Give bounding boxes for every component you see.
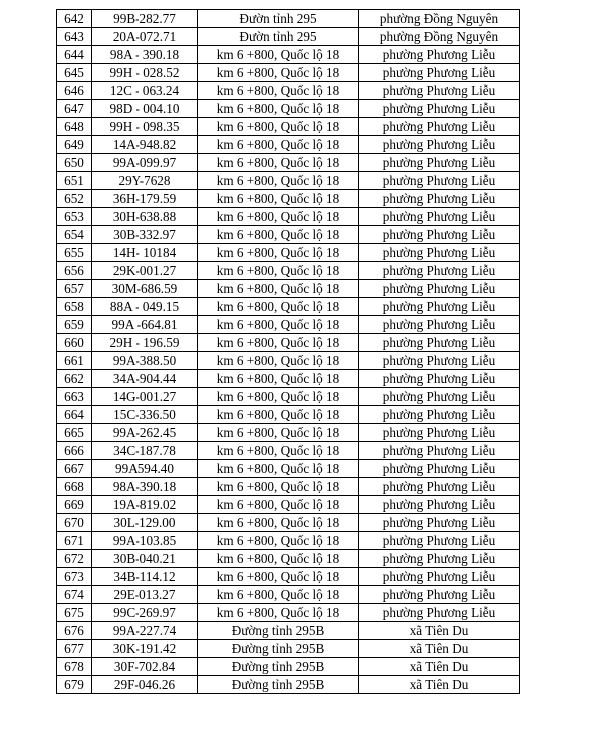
license-plate-cell: 34C-187.78 [92, 442, 198, 460]
ward-cell: phường Phương Liễu [359, 370, 520, 388]
license-plate-cell: 99B-282.77 [92, 10, 198, 28]
license-plate-cell: 29H - 196.59 [92, 334, 198, 352]
ward-cell: phường Phương Liễu [359, 532, 520, 550]
license-plate-cell: 99H - 028.52 [92, 64, 198, 82]
ward-cell: phường Phương Liễu [359, 226, 520, 244]
row-number-cell: 656 [57, 262, 92, 280]
location-cell: km 6 +800, Quốc lộ 18 [198, 82, 359, 100]
license-plate-cell: 98A - 390.18 [92, 46, 198, 64]
location-cell: Đường tỉnh 295B [198, 658, 359, 676]
ward-cell: phường Phương Liễu [359, 334, 520, 352]
row-number-cell: 677 [57, 640, 92, 658]
location-cell: km 6 +800, Quốc lộ 18 [198, 208, 359, 226]
license-plate-cell: 30K-191.42 [92, 640, 198, 658]
license-plate-cell: 30L-129.00 [92, 514, 198, 532]
row-number-cell: 643 [57, 28, 92, 46]
ward-cell: phường Phương Liễu [359, 100, 520, 118]
license-plate-cell: 99A-388.50 [92, 352, 198, 370]
ward-cell: phường Phương Liễu [359, 550, 520, 568]
ward-cell: phường Phương Liễu [359, 118, 520, 136]
table-row [57, 532, 520, 550]
table-row [57, 550, 520, 568]
row-number-cell: 645 [57, 64, 92, 82]
license-plate-cell: 14H- 10184 [92, 244, 198, 262]
ward-cell: xã Tiên Du [359, 658, 520, 676]
license-plate-cell: 99H - 098.35 [92, 118, 198, 136]
table-row [57, 442, 520, 460]
location-cell: Đườn tỉnh 295 [198, 28, 359, 46]
location-cell: km 6 +800, Quốc lộ 18 [198, 334, 359, 352]
row-number-cell: 651 [57, 172, 92, 190]
ward-cell: phường Phương Liễu [359, 352, 520, 370]
location-cell: km 6 +800, Quốc lộ 18 [198, 406, 359, 424]
row-number-cell: 654 [57, 226, 92, 244]
ward-cell: phường Phương Liễu [359, 154, 520, 172]
table-row [57, 100, 520, 118]
license-plate-cell: 29E-013.27 [92, 586, 198, 604]
ward-cell: phường Phương Liễu [359, 442, 520, 460]
ward-cell: phường Đồng Nguyên [359, 10, 520, 28]
license-plate-cell: 30F-702.84 [92, 658, 198, 676]
location-cell: km 6 +800, Quốc lộ 18 [198, 226, 359, 244]
row-number-cell: 652 [57, 190, 92, 208]
ward-cell: phường Phương Liễu [359, 262, 520, 280]
row-number-cell: 658 [57, 298, 92, 316]
ward-cell: xã Tiên Du [359, 676, 520, 694]
location-cell: km 6 +800, Quốc lộ 18 [198, 568, 359, 586]
table-row [57, 514, 520, 532]
table-row [57, 10, 520, 28]
row-number-cell: 644 [57, 46, 92, 64]
row-number-cell: 646 [57, 82, 92, 100]
location-cell: km 6 +800, Quốc lộ 18 [198, 172, 359, 190]
ward-cell: phường Phương Liễu [359, 406, 520, 424]
table-row [57, 424, 520, 442]
location-cell: km 6 +800, Quốc lộ 18 [198, 388, 359, 406]
row-number-cell: 665 [57, 424, 92, 442]
ward-cell: phường Phương Liễu [359, 424, 520, 442]
license-plate-cell: 99A -664.81 [92, 316, 198, 334]
table-row [57, 64, 520, 82]
row-number-cell: 678 [57, 658, 92, 676]
license-plate-cell: 34B-114.12 [92, 568, 198, 586]
violations-table [56, 9, 520, 694]
row-number-cell: 666 [57, 442, 92, 460]
table-row [57, 388, 520, 406]
row-number-cell: 659 [57, 316, 92, 334]
table-row [57, 370, 520, 388]
license-plate-cell: 30B-040.21 [92, 550, 198, 568]
table-row [57, 586, 520, 604]
table-row [57, 568, 520, 586]
license-plate-cell: 99C-269.97 [92, 604, 198, 622]
license-plate-cell: 99A-099.97 [92, 154, 198, 172]
location-cell: km 6 +800, Quốc lộ 18 [198, 262, 359, 280]
table-row [57, 208, 520, 226]
table-row [57, 46, 520, 64]
location-cell: km 6 +800, Quốc lộ 18 [198, 280, 359, 298]
license-plate-cell: 99A594.40 [92, 460, 198, 478]
license-plate-cell: 36H-179.59 [92, 190, 198, 208]
ward-cell: phường Phương Liễu [359, 172, 520, 190]
table-row [57, 496, 520, 514]
license-plate-cell: 14G-001.27 [92, 388, 198, 406]
location-cell: Đường tỉnh 295B [198, 622, 359, 640]
row-number-cell: 653 [57, 208, 92, 226]
license-plate-cell: 99A-262.45 [92, 424, 198, 442]
ward-cell: phường Phương Liễu [359, 82, 520, 100]
ward-cell: phường Phương Liễu [359, 46, 520, 64]
ward-cell: phường Phương Liễu [359, 316, 520, 334]
license-plate-cell: 19A-819.02 [92, 496, 198, 514]
row-number-cell: 642 [57, 10, 92, 28]
license-plate-cell: 29K-001.27 [92, 262, 198, 280]
table-row [57, 280, 520, 298]
ward-cell: phường Đồng Nguyên [359, 28, 520, 46]
location-cell: km 6 +800, Quốc lộ 18 [198, 352, 359, 370]
table-row [57, 604, 520, 622]
table-row [57, 298, 520, 316]
row-number-cell: 672 [57, 550, 92, 568]
ward-cell: phường Phương Liễu [359, 208, 520, 226]
license-plate-cell: 15C-336.50 [92, 406, 198, 424]
location-cell: km 6 +800, Quốc lộ 18 [198, 190, 359, 208]
table-row [57, 658, 520, 676]
location-cell: Đườn tỉnh 295 [198, 10, 359, 28]
table-row [57, 82, 520, 100]
ward-cell: phường Phương Liễu [359, 280, 520, 298]
ward-cell: phường Phương Liễu [359, 568, 520, 586]
row-number-cell: 648 [57, 118, 92, 136]
row-number-cell: 664 [57, 406, 92, 424]
table-row [57, 262, 520, 280]
location-cell: km 6 +800, Quốc lộ 18 [198, 46, 359, 64]
ward-cell: phường Phương Liễu [359, 478, 520, 496]
license-plate-cell: 98A-390.18 [92, 478, 198, 496]
location-cell: Đường tỉnh 295B [198, 640, 359, 658]
license-plate-cell: 29Y-7628 [92, 172, 198, 190]
table-row [57, 478, 520, 496]
location-cell: Đường tỉnh 295B [198, 676, 359, 694]
table-row [57, 334, 520, 352]
table-row [57, 226, 520, 244]
table-row [57, 640, 520, 658]
row-number-cell: 670 [57, 514, 92, 532]
row-number-cell: 679 [57, 676, 92, 694]
row-number-cell: 668 [57, 478, 92, 496]
row-number-cell: 660 [57, 334, 92, 352]
table-row [57, 622, 520, 640]
row-number-cell: 669 [57, 496, 92, 514]
license-plate-cell: 30B-332.97 [92, 226, 198, 244]
license-plate-cell: 30H-638.88 [92, 208, 198, 226]
location-cell: km 6 +800, Quốc lộ 18 [198, 100, 359, 118]
location-cell: km 6 +800, Quốc lộ 18 [198, 550, 359, 568]
row-number-cell: 655 [57, 244, 92, 262]
row-number-cell: 650 [57, 154, 92, 172]
ward-cell: phường Phương Liễu [359, 298, 520, 316]
location-cell: km 6 +800, Quốc lộ 18 [198, 244, 359, 262]
location-cell: km 6 +800, Quốc lộ 18 [198, 424, 359, 442]
location-cell: km 6 +800, Quốc lộ 18 [198, 298, 359, 316]
table-row [57, 172, 520, 190]
ward-cell: phường Phương Liễu [359, 64, 520, 82]
license-plate-cell: 34A-904.44 [92, 370, 198, 388]
location-cell: km 6 +800, Quốc lộ 18 [198, 64, 359, 82]
location-cell: km 6 +800, Quốc lộ 18 [198, 118, 359, 136]
table-row [57, 676, 520, 694]
row-number-cell: 671 [57, 532, 92, 550]
table-row [57, 352, 520, 370]
row-number-cell: 663 [57, 388, 92, 406]
ward-cell: phường Phương Liễu [359, 388, 520, 406]
table-row [57, 154, 520, 172]
table-body [57, 10, 520, 694]
location-cell: km 6 +800, Quốc lộ 18 [198, 316, 359, 334]
ward-cell: xã Tiên Du [359, 640, 520, 658]
ward-cell: phường Phương Liễu [359, 496, 520, 514]
table-row [57, 406, 520, 424]
location-cell: km 6 +800, Quốc lộ 18 [198, 370, 359, 388]
table-row [57, 118, 520, 136]
license-plate-cell: 29F-046.26 [92, 676, 198, 694]
row-number-cell: 667 [57, 460, 92, 478]
table-row [57, 28, 520, 46]
row-number-cell: 649 [57, 136, 92, 154]
table-row [57, 316, 520, 334]
table-row [57, 244, 520, 262]
table-row [57, 136, 520, 154]
license-plate-cell: 12C - 063.24 [92, 82, 198, 100]
license-plate-cell: 99A-103.85 [92, 532, 198, 550]
license-plate-cell: 99A-227.74 [92, 622, 198, 640]
ward-cell: phường Phương Liễu [359, 604, 520, 622]
row-number-cell: 675 [57, 604, 92, 622]
ward-cell: phường Phương Liễu [359, 136, 520, 154]
row-number-cell: 661 [57, 352, 92, 370]
ward-cell: phường Phương Liễu [359, 586, 520, 604]
location-cell: km 6 +800, Quốc lộ 18 [198, 514, 359, 532]
location-cell: km 6 +800, Quốc lộ 18 [198, 496, 359, 514]
row-number-cell: 676 [57, 622, 92, 640]
location-cell: km 6 +800, Quốc lộ 18 [198, 460, 359, 478]
row-number-cell: 657 [57, 280, 92, 298]
license-plate-cell: 14A-948.82 [92, 136, 198, 154]
license-plate-cell: 88A - 049.15 [92, 298, 198, 316]
row-number-cell: 647 [57, 100, 92, 118]
location-cell: km 6 +800, Quốc lộ 18 [198, 442, 359, 460]
ward-cell: phường Phương Liễu [359, 514, 520, 532]
location-cell: km 6 +800, Quốc lộ 18 [198, 136, 359, 154]
location-cell: km 6 +800, Quốc lộ 18 [198, 154, 359, 172]
license-plate-cell: 20A-072.71 [92, 28, 198, 46]
license-plate-cell: 30M-686.59 [92, 280, 198, 298]
ward-cell: phường Phương Liễu [359, 190, 520, 208]
ward-cell: phường Phương Liễu [359, 460, 520, 478]
row-number-cell: 673 [57, 568, 92, 586]
ward-cell: xã Tiên Du [359, 622, 520, 640]
ward-cell: phường Phương Liễu [359, 244, 520, 262]
license-plate-cell: 98D - 004.10 [92, 100, 198, 118]
table-row [57, 190, 520, 208]
location-cell: km 6 +800, Quốc lộ 18 [198, 478, 359, 496]
row-number-cell: 662 [57, 370, 92, 388]
location-cell: km 6 +800, Quốc lộ 18 [198, 586, 359, 604]
row-number-cell: 674 [57, 586, 92, 604]
location-cell: km 6 +800, Quốc lộ 18 [198, 604, 359, 622]
table-row [57, 460, 520, 478]
location-cell: km 6 +800, Quốc lộ 18 [198, 532, 359, 550]
